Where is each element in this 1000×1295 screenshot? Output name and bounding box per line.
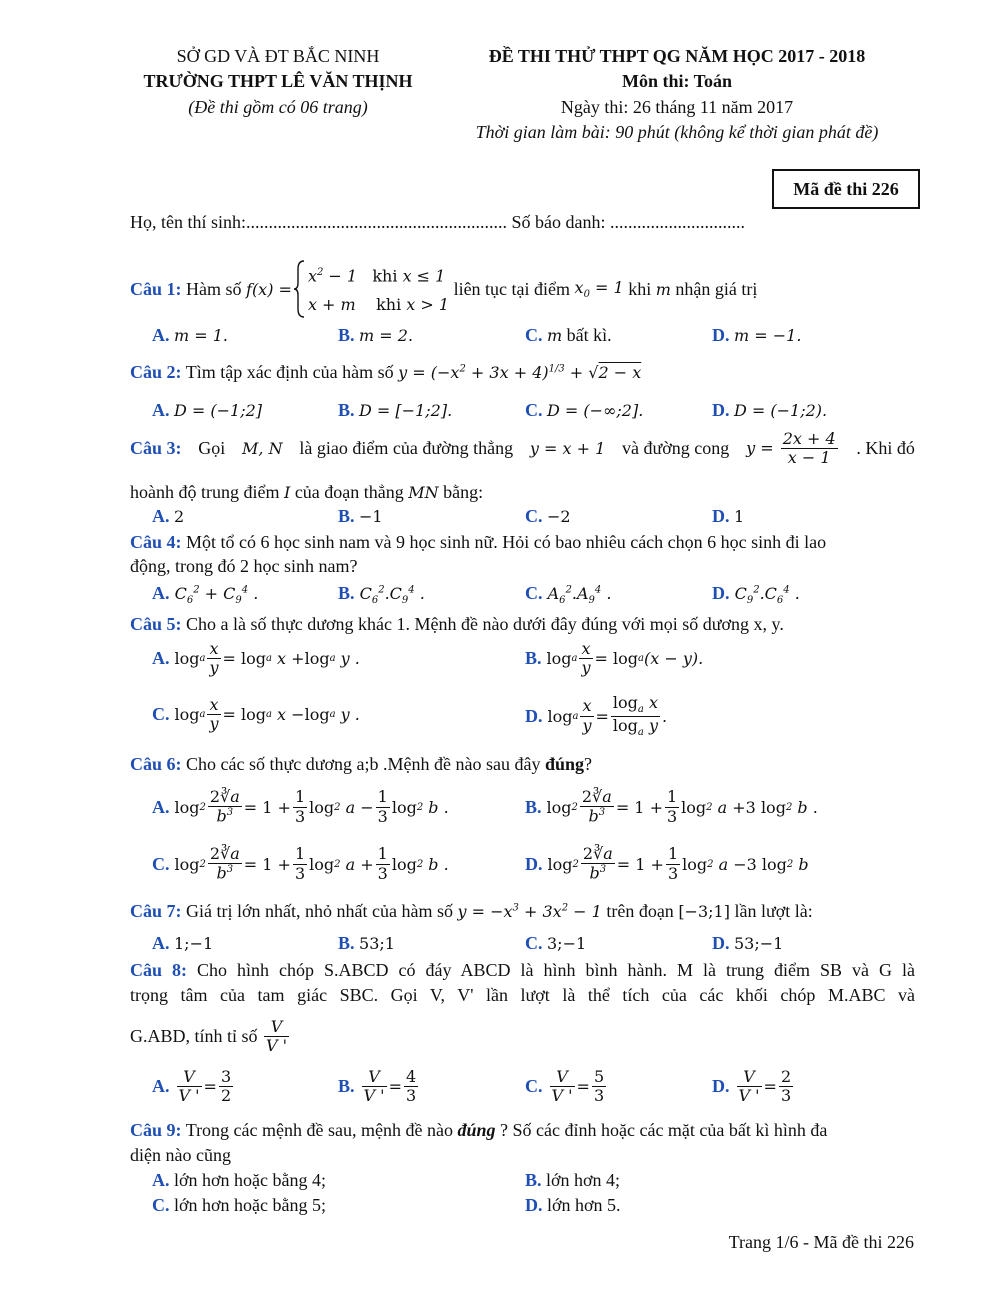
option-letter: D.	[525, 853, 543, 874]
answer-option-d[interactable]	[525, 1195, 621, 1216]
emphasis-text: đúng	[457, 1120, 496, 1140]
option-letter: A.	[152, 583, 170, 603]
function-expression: $y = (-x^2 + 3x + 4)^{1/3} + √2 - x$	[398, 363, 642, 382]
exam-title: ĐỀ THI THỬ THPT QG NĂM HỌC 2017 - 2018	[488, 46, 866, 66]
question-text: trên đoạn	[606, 901, 674, 921]
page-count-note: (Đề thi gồm có 06 trang)	[188, 97, 368, 117]
line-expression: y = x + 1	[529, 439, 606, 459]
answer-option-c[interactable]: C. $\frac{V}{V '}$ = $\frac{5}{3}$	[525, 1067, 605, 1106]
point-i: I	[283, 483, 291, 502]
option-letter: B.	[525, 648, 542, 669]
question-text: . Khi đó	[856, 438, 915, 459]
option-value: 2	[174, 507, 185, 526]
option-value: lớn hơn 4;	[546, 1170, 621, 1190]
question-9	[130, 1120, 827, 1141]
answer-option-a[interactable]	[152, 400, 262, 421]
option-letter: C.	[152, 704, 170, 725]
question-text: Gọi	[198, 438, 226, 459]
option-letter: A.	[152, 325, 170, 345]
option-value: lớn hơn hoặc bằng 5;	[174, 1195, 327, 1215]
emphasis-text: đúng	[544, 754, 585, 774]
option-letter: B.	[525, 796, 542, 817]
points-mn: M, N	[242, 439, 283, 459]
exam-code-box: Mã đề thi 226	[772, 169, 920, 209]
question-1	[130, 257, 757, 321]
question-text: Cho a là số thực dương khác 1. Mệnh đề nào dưới đây đúng với mọi số dương x, y.	[186, 614, 784, 634]
answer-option-c[interactable]: C. log a $\frac{x}{y}$ = log a x − log a y .	[152, 695, 360, 734]
question-5	[130, 614, 784, 635]
answer-option-b[interactable]: B. log a $\frac{x}{y}$ = log a (x − y).	[525, 639, 704, 678]
option-letter: A.	[152, 506, 170, 526]
page-footer: Trang 1/6 - Mã đề thi 226	[728, 1232, 914, 1252]
answer-option-d[interactable]	[712, 400, 827, 421]
question-text: liên tục tại điểm	[453, 278, 571, 299]
question-8	[130, 960, 915, 981]
option-value: D = (−1;2]	[174, 401, 263, 420]
answer-option-a[interactable]: A. $C_6^2 + C_9^4$ .	[152, 583, 259, 607]
question-text: ? Số các đỉnh hoặc các mặt của bất kì hình đa	[500, 1120, 828, 1140]
left-brace-icon	[294, 259, 306, 319]
question-3-line-2	[130, 482, 483, 503]
option-letter: D.	[712, 325, 730, 345]
option-value: 53;1	[359, 934, 395, 953]
question-6	[130, 754, 592, 775]
exam-date: Ngày thi: 26 tháng 11 năm 2017	[560, 97, 794, 117]
answer-option-b[interactable]	[338, 400, 452, 421]
question-2	[130, 362, 641, 383]
answer-option-c[interactable]: C. log 2 $\frac{2∛a}{b^3}$ = 1 + $\frac{1}{3}$ log 2 a + $\frac{1}{3}$ log 2 b .	[152, 844, 449, 883]
question-text: khi	[628, 278, 652, 299]
option-letter: D.	[712, 1076, 730, 1097]
function-expression: f(x) =	[246, 279, 292, 299]
option-letter: B.	[338, 325, 355, 345]
answer-option-d[interactable]: D. log a $\frac{x}{y}$ = $\frac{\log_a x}{\log_a y}$ .	[525, 693, 668, 738]
question-text: bằng:	[443, 482, 484, 502]
question-text: Trong các mệnh đề sau, mệnh đề nào	[185, 1120, 453, 1140]
question-text: lần lượt là:	[734, 901, 813, 921]
option-letter: B.	[525, 1170, 542, 1190]
segment-mn: MN	[408, 483, 439, 502]
question-text: là giao điểm của đường thẳng	[299, 438, 514, 459]
ratio-expression: $\frac{V}{V '}$	[266, 1017, 288, 1056]
option-letter: A.	[152, 796, 170, 817]
option-letter: C.	[525, 1076, 543, 1097]
variable-m: m	[547, 326, 563, 345]
option-letter: C.	[152, 853, 170, 874]
option-value: 1;−1	[174, 934, 214, 953]
option-value: −1	[359, 507, 383, 526]
question-label: Câu 1:	[130, 278, 182, 299]
variable-m: m	[655, 279, 671, 299]
answer-option-d[interactable]: D. log 2 $\frac{2∛a}{b^3}$ = 1 + $\frac{1}{3}$ log 2 a − 3 log 2 b	[525, 844, 809, 883]
answer-option-a[interactable]: A. $\frac{V}{V '}$ = $\frac{3}{2}$	[152, 1067, 232, 1106]
option-letter: A.	[152, 1076, 170, 1097]
option-value: D = (−1;2).	[734, 401, 828, 420]
question-text: nhận giá trị	[675, 278, 758, 299]
option-letter: C.	[525, 325, 543, 345]
exam-duration: Thời gian làm bài: 90 phút (không kể thời gian phát đề)	[475, 122, 879, 142]
exam-subject: Môn thi: Toán	[621, 71, 733, 91]
option-letter: C.	[152, 1195, 170, 1215]
option-value: 3;−1	[547, 934, 587, 953]
option-value: −2	[547, 507, 571, 526]
option-letter: B.	[338, 506, 355, 526]
question-text: Một tổ có 6 học sinh nam và 9 học sinh nữ. Hỏi có bao nhiêu cách chọn 6 học sinh đi lao	[186, 532, 827, 552]
answer-option-b[interactable]	[338, 933, 395, 954]
answer-option-a[interactable]: A. log 2 $\frac{2∛a}{b^3}$ = 1 + $\frac{1}{3}$ log 2 a − $\frac{1}{3}$ log 2 b .	[152, 787, 449, 826]
answer-option-c[interactable]	[525, 325, 612, 346]
option-letter: A.	[152, 1170, 170, 1190]
point-expression: $x_0 = 1$	[574, 277, 624, 301]
option-letter: D.	[525, 705, 543, 726]
school-name: TRƯỜNG THPT LÊ VĂN THỊNH	[143, 71, 413, 91]
answer-option-a[interactable]	[152, 933, 213, 954]
question-label: Câu 3:	[130, 438, 182, 459]
answer-option-a[interactable]	[152, 1170, 326, 1191]
question-text: Hàm số	[186, 278, 242, 299]
piecewise-cases: $x^2 - 1$ khi x ≤ 1 x + m khi x > 1	[307, 266, 450, 314]
question-4-line-2: động, trong đó 2 học sinh nam?	[130, 556, 358, 576]
option-letter: C.	[525, 506, 543, 526]
question-label: Câu 9:	[130, 1120, 182, 1140]
option-value: lớn hơn 5.	[547, 1195, 621, 1215]
answer-option-d[interactable]	[712, 506, 744, 527]
question-text: của đoạn thẳng	[294, 482, 404, 502]
option-value: m = 1.	[174, 326, 229, 345]
answer-option-b[interactable]: B. $C_6^2.C_9^4$ .	[338, 583, 425, 607]
answer-option-a[interactable]	[152, 325, 228, 346]
question-text: Cho hình chóp S.ABCD có đáy ABCD là hình bình hành. M là trung điểm SB và G là	[197, 960, 915, 980]
answer-option-d[interactable]: D. $\frac{V}{V '}$ = $\frac{2}{3}$	[712, 1067, 792, 1106]
option-value: lớn hơn hoặc bằng 4;	[174, 1170, 327, 1190]
option-letter: C.	[525, 400, 543, 420]
option-letter: D.	[712, 400, 730, 420]
function-expression: $y = -x^3 + 3x^2 - 1$	[457, 902, 602, 921]
question-text: ?	[584, 754, 593, 774]
option-value: D = [−1;2].	[359, 401, 453, 420]
option-letter: A.	[152, 648, 170, 669]
option-letter: A.	[152, 933, 170, 953]
option-letter: A.	[152, 400, 170, 420]
option-letter: B.	[338, 583, 355, 603]
option-letter: B.	[338, 1076, 355, 1097]
option-value: m = −1.	[734, 326, 802, 345]
question-text: G.ABD, tính tỉ số	[130, 1026, 258, 1047]
answer-option-c[interactable]	[525, 933, 586, 954]
question-4	[130, 532, 826, 553]
question-8-line-3	[130, 1018, 291, 1056]
curve-expression: y = $\frac{2x + 4}{x - 1}$	[746, 429, 836, 468]
option-letter: D.	[712, 583, 730, 603]
option-value: D = (−∞;2].	[547, 401, 644, 420]
interval-expression: [−3;1]	[678, 902, 730, 921]
question-label: Câu 4:	[130, 532, 182, 552]
question-label: Câu 5:	[130, 614, 182, 634]
question-label: Câu 6:	[130, 754, 182, 774]
question-label: Câu 8:	[130, 960, 188, 980]
answer-option-a[interactable]: A. log a $\frac{x}{y}$ = log a x + log a y .	[152, 639, 360, 678]
student-info-line: Họ, tên thí sinh:.......................................................... Số báo danh: ..............................	[130, 212, 745, 232]
question-text: Tìm tập xác định của hàm số	[185, 362, 394, 382]
question-3	[130, 430, 915, 468]
answer-option-d[interactable]	[712, 933, 783, 954]
option-value: 1	[734, 507, 745, 526]
question-8-line-2: trọng tâm của tam giác SBC. Gọi V, V' lần lượt là thể tích của các khối chóp M.ABC và	[130, 985, 915, 1005]
answer-option-b[interactable]	[338, 325, 413, 346]
answer-option-c[interactable]: C. $A_6^2.A_9^4$ .	[525, 583, 612, 607]
answer-option-c[interactable]	[525, 506, 571, 527]
question-label: Câu 2:	[130, 362, 182, 382]
answer-option-c[interactable]	[525, 400, 643, 421]
option-letter: D.	[712, 506, 730, 526]
question-label: Câu 7:	[130, 901, 182, 921]
question-9-line-2: diện nào cũng	[130, 1145, 231, 1165]
answer-option-b[interactable]: B. $\frac{V}{V '}$ = $\frac{4}{3}$	[338, 1067, 417, 1106]
answer-option-b[interactable]	[338, 506, 383, 527]
answer-option-b[interactable]: B. log 2 $\frac{2∛a}{b^3}$ = 1 + $\frac{1}{3}$ log 2 a + 3 log 2 b .	[525, 787, 818, 826]
answer-option-c[interactable]	[152, 1195, 326, 1216]
option-letter: D.	[712, 933, 730, 953]
question-text: Cho các số thực dương a;b .Mệnh đề nào sau đây	[186, 754, 541, 774]
option-letter: B.	[338, 933, 355, 953]
department-name: SỞ GD VÀ ĐT BẮC NINH	[176, 46, 380, 66]
question-text: và đường cong	[622, 438, 730, 459]
option-letter: D.	[525, 1195, 543, 1215]
answer-option-d[interactable]	[712, 325, 801, 346]
answer-option-a[interactable]	[152, 506, 184, 527]
answer-option-b[interactable]	[525, 1170, 620, 1191]
answer-option-d[interactable]: D. $C_9^2.C_6^4$ .	[712, 583, 800, 607]
option-value: bất kì.	[566, 325, 612, 345]
question-7	[130, 901, 813, 922]
option-value: m = 2.	[359, 326, 414, 345]
option-letter: C.	[525, 583, 543, 603]
question-text: hoành độ trung điểm	[130, 482, 280, 502]
option-letter: B.	[338, 400, 355, 420]
option-value: 53;−1	[734, 934, 784, 953]
option-letter: C.	[525, 933, 543, 953]
question-text: Giá trị lớn nhất, nhỏ nhất của hàm số	[186, 901, 453, 921]
